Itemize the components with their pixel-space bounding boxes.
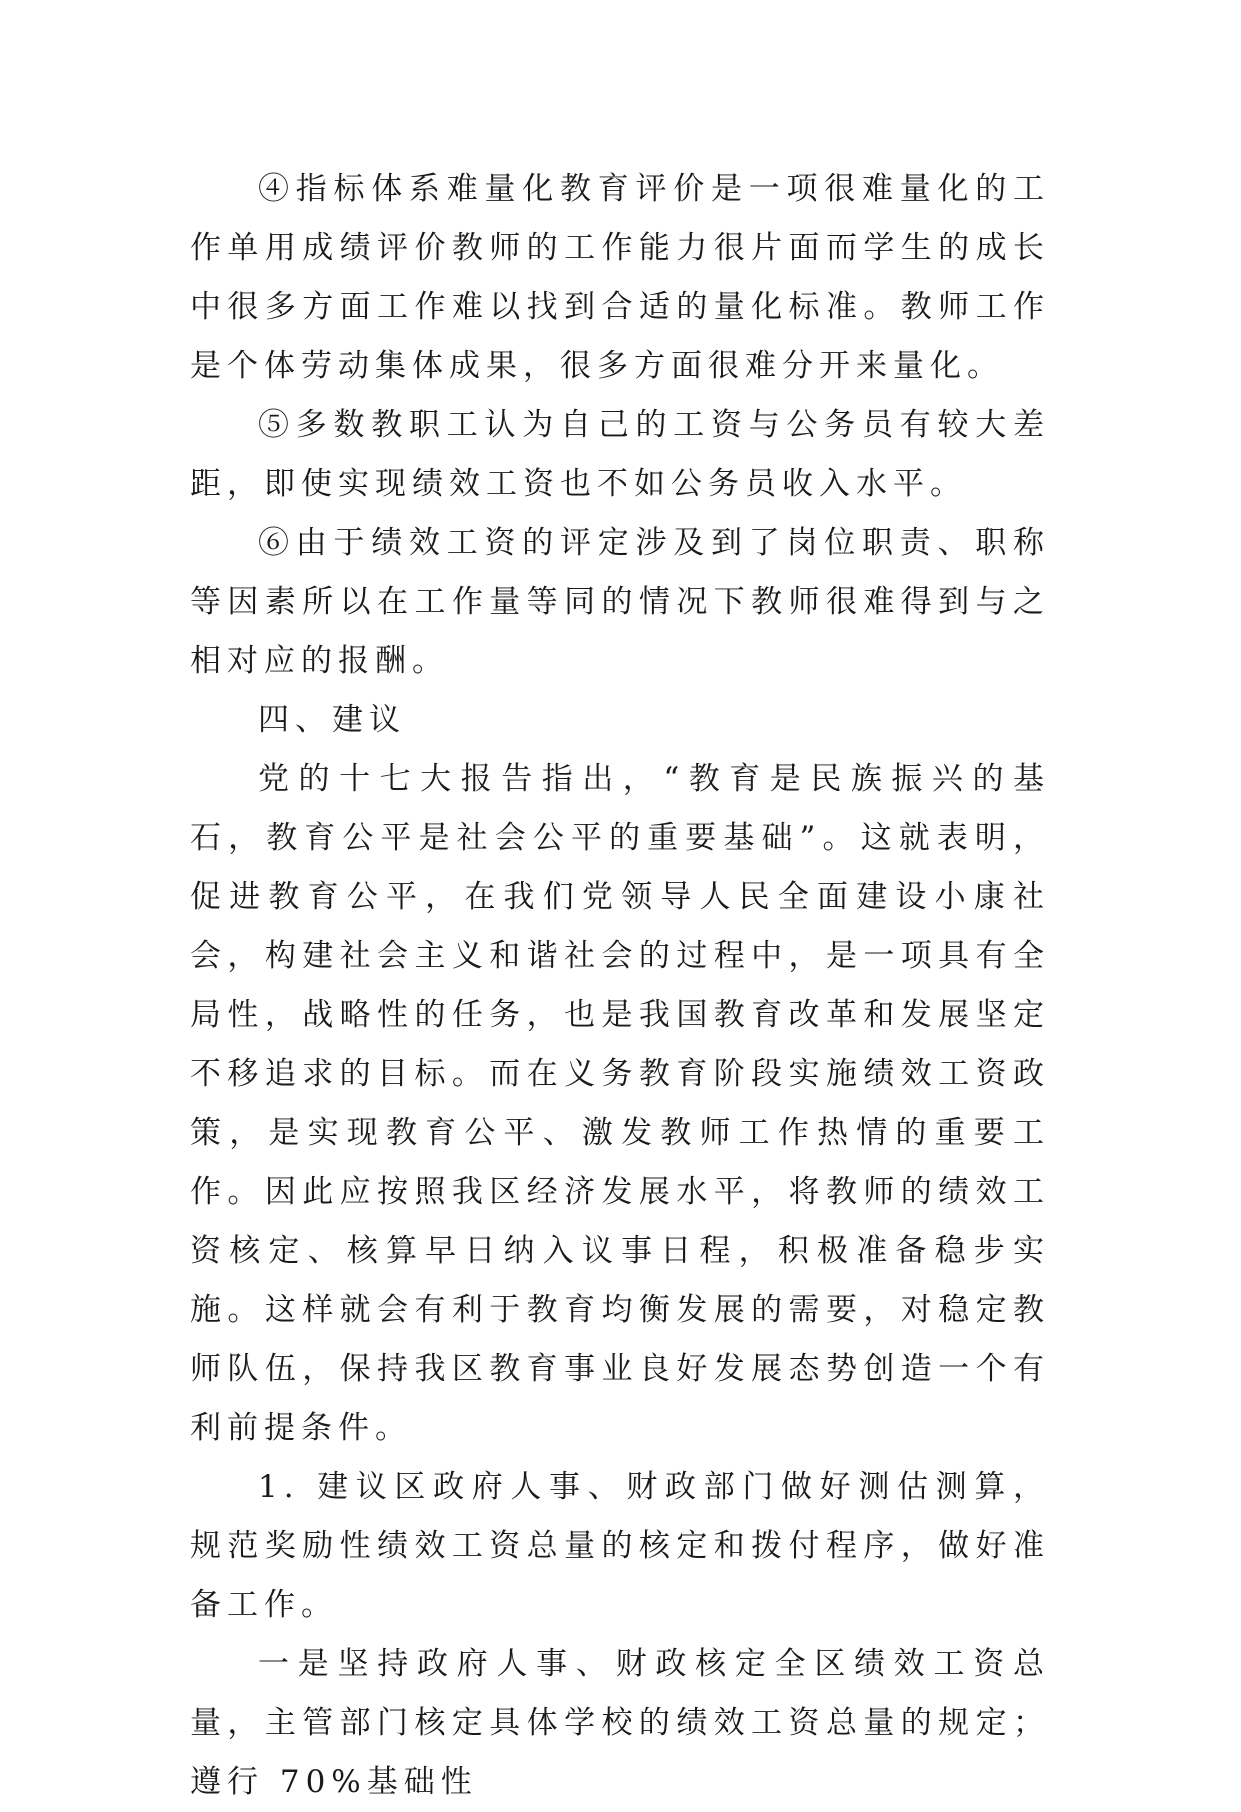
paragraph-suggestion-1: 1. 建议区政府人事、财政部门做好测估测算，规范奖励性绩效工资总量的核定和拨付程序，做好准备工作。 [190, 1469, 1050, 1623]
document-body [190, 160, 1050, 1812]
paragraph-indicator-system: ④指标体系难量化教育评价是一项很难量化的工作单用成绩评价教师的工作能力很片面而学生的成长中很多方面工作难以找到合适的量化标准。教师工作是个体劳动集体成果，很多方面很难分开来量化。 [190, 171, 1050, 384]
paragraph-salary-gap: ⑤多数教职工认为自己的工资与公务员有较大差距，即使实现绩效工资也不如公务员收入水平。 [190, 407, 1050, 502]
paragraph-evaluation-factors: ⑥由于绩效工资的评定涉及到了岗位职责、职称等因素所以在工作量等同的情况下教师很难得到与之相对应的报酬。 [190, 525, 1050, 679]
paragraph-education-fairness: 党的十七大报告指出，“教育是民族振兴的基石，教育公平是社会公平的重要基础”。这就表明，促进教育公平，在我们党领导人民全面建设小康社会，构建社会主义和谐社会的过程中，是一项具有全局性，战略性的任务，也是我国教育改革和发展坚定不移追求的目标。而在义务教育阶段实施绩效工资政策，是实现教育公平、激发教师工作热情的重要工作。因此应按照我区经济发展水平，将教师的绩效工资核定、核算早日纳入议事日程，积极准备稳步实施。这样就会有利于教育均衡发展的需要，对稳定教师队伍，保持我区教育事业良好发展态势创造一个有利前提条件。 [190, 761, 1050, 1446]
paragraph-first-point: 一是坚持政府人事、财政核定全区绩效工资总量，主管部门核定具体学校的绩效工资总量的规定；遵行 70%基础性 [190, 1646, 1050, 1800]
section-heading-suggestions: 四、建议 [258, 702, 406, 738]
